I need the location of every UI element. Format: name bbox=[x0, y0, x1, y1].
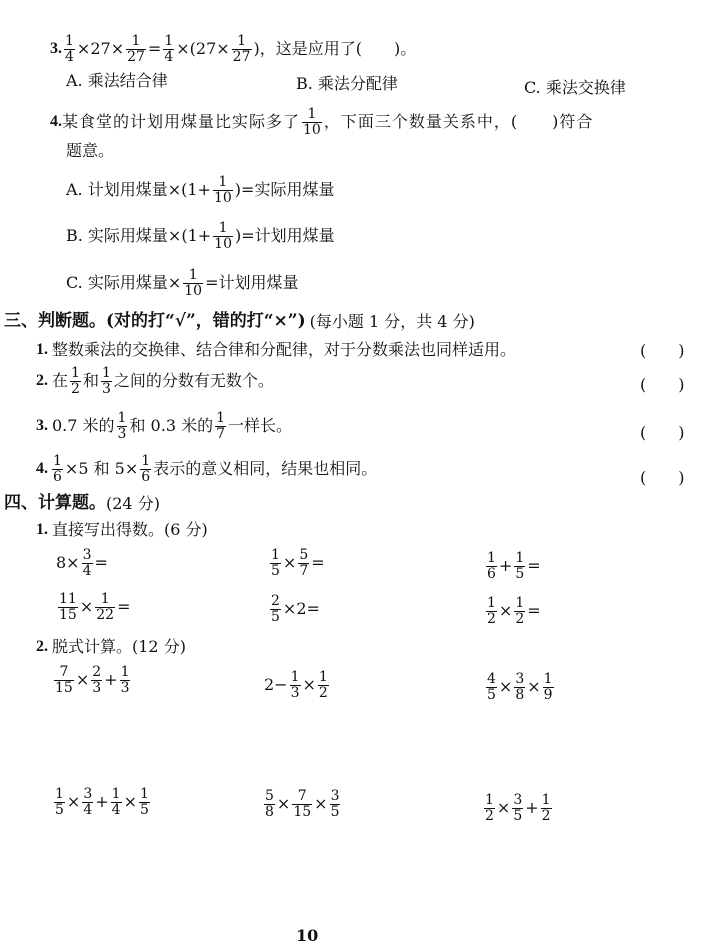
fraction: $\frac{1}{2}$ bbox=[318, 669, 328, 701]
s4-part1-text: 直接写出得数。(6 分) bbox=[52, 520, 208, 539]
fraction: $\frac{1}{10}$ bbox=[213, 174, 232, 206]
fraction: $\frac{1}{3}$ bbox=[101, 365, 111, 397]
s3-q3 bbox=[36, 411, 292, 441]
option-text: =计划用煤量 bbox=[205, 273, 299, 293]
s3-q2 bbox=[36, 366, 274, 396]
s3-q2-number: 2. bbox=[36, 372, 48, 390]
section3-score: (每小题 1 分，共 4 分) bbox=[309, 311, 475, 331]
fraction: $\frac{1}{6}$ bbox=[53, 453, 62, 485]
direct-calc-4[interactable] bbox=[56, 592, 130, 622]
option-text: )=实际用煤量 bbox=[234, 180, 335, 200]
fraction: $\frac{1}{3}$ bbox=[117, 410, 127, 442]
expr-text: × bbox=[75, 670, 90, 690]
section4-score: (24 分) bbox=[106, 493, 160, 513]
q3-option-b[interactable]: B. 乘法分配律 bbox=[296, 74, 398, 93]
q4-text: 某食堂的计划用煤量比实际多了 bbox=[62, 112, 301, 132]
expr-text: × bbox=[302, 675, 316, 695]
expr-text: × bbox=[498, 601, 513, 621]
fraction: $\frac{1}{2}$ bbox=[515, 595, 525, 627]
fraction: $\frac{1}{3}$ bbox=[120, 664, 130, 696]
fraction: $\frac{5}{7}$ bbox=[299, 547, 309, 579]
expr-text: = bbox=[94, 553, 108, 573]
expr-text: = bbox=[527, 556, 541, 576]
s3-q3-text: 一样长。 bbox=[228, 416, 293, 436]
expr-text: × bbox=[282, 553, 297, 573]
fraction: $\frac{1}{9}$ bbox=[543, 671, 553, 703]
expr-text: × bbox=[496, 798, 511, 818]
step-calc-2[interactable] bbox=[264, 670, 331, 700]
expr-text: = bbox=[311, 553, 325, 573]
fraction: $\frac{1}{5}$ bbox=[139, 786, 149, 818]
expr-text: 2− bbox=[264, 675, 288, 695]
fraction: $\frac{7}{15}$ bbox=[55, 664, 73, 696]
expr-text: × bbox=[498, 677, 513, 697]
s3-q1-answer-paren[interactable]: ( ) bbox=[640, 341, 685, 360]
expr-text: × bbox=[314, 794, 328, 814]
direct-calc-5[interactable] bbox=[268, 594, 320, 624]
fraction: $\frac{1}{4}$ bbox=[65, 33, 74, 65]
s4-part2-number: 2. bbox=[36, 638, 48, 655]
fraction: $\frac{1}{22}$ bbox=[96, 591, 115, 623]
option-text: C. 实际用煤量× bbox=[66, 273, 182, 293]
option-text: )=计划用煤量 bbox=[235, 226, 335, 246]
fraction: $\frac{1}{6}$ bbox=[487, 550, 496, 582]
fraction: $\frac{1}{27}$ bbox=[232, 33, 251, 65]
fraction: $\frac{1}{5}$ bbox=[55, 786, 64, 818]
s3-q4-answer-paren[interactable]: ( ) bbox=[640, 468, 685, 487]
fraction: $\frac{1}{5}$ bbox=[515, 550, 525, 582]
expr-text: = bbox=[117, 597, 131, 617]
s3-q4-text: ×5 和 5× bbox=[64, 459, 139, 479]
fraction: $\frac{2}{3}$ bbox=[92, 664, 102, 696]
step-calc-6[interactable] bbox=[482, 793, 554, 823]
expr-text: × bbox=[123, 792, 137, 812]
fraction: $\frac{1}{10}$ bbox=[184, 267, 203, 299]
fraction: $\frac{1}{2}$ bbox=[541, 792, 551, 824]
fraction: $\frac{1}{3}$ bbox=[290, 669, 300, 701]
expr-text: × bbox=[527, 677, 541, 697]
q4-option-c[interactable] bbox=[66, 268, 299, 298]
step-calc-4[interactable] bbox=[52, 787, 152, 817]
fraction: $\frac{5}{8}$ bbox=[265, 788, 274, 820]
page-number: 10 bbox=[296, 926, 319, 945]
fraction: $\frac{3}{4}$ bbox=[83, 786, 93, 818]
fraction: $\frac{1}{5}$ bbox=[271, 547, 280, 579]
expr-text: × bbox=[79, 597, 94, 617]
fraction: $\frac{1}{27}$ bbox=[127, 33, 145, 65]
s4-part2-heading bbox=[36, 639, 186, 655]
s3-q1-text: 整数乘法的交换律、结合律和分配律，对于分数乘法也同样适用。 bbox=[52, 340, 517, 359]
fraction: $\frac{1}{4}$ bbox=[164, 33, 174, 65]
option-text: B. 实际用煤量×(1+ bbox=[66, 226, 212, 246]
expr-text: ×2= bbox=[282, 599, 320, 619]
direct-calc-1[interactable] bbox=[56, 548, 108, 578]
q4-number: 4. bbox=[50, 113, 62, 131]
expr-text: × bbox=[66, 792, 81, 812]
expr-text: + bbox=[525, 798, 539, 818]
expr-text: + bbox=[95, 792, 109, 812]
fraction: $\frac{3}{8}$ bbox=[515, 671, 525, 703]
expr-text: + bbox=[498, 556, 513, 576]
s3-q2-text: 之间的分数有无数个。 bbox=[113, 371, 274, 391]
expr-text: = bbox=[527, 601, 541, 621]
section4-heading bbox=[4, 495, 160, 512]
s3-q3-number: 3. bbox=[36, 417, 48, 435]
s3-q1 bbox=[36, 342, 516, 358]
s3-q4-number: 4. bbox=[36, 460, 48, 478]
section4-title: 四、计算题。 bbox=[4, 493, 106, 513]
fraction: $\frac{4}{5}$ bbox=[487, 671, 496, 703]
s3-q4 bbox=[36, 454, 377, 484]
q4-line bbox=[50, 107, 593, 137]
s3-q3-text: 0.7 米的 bbox=[52, 416, 115, 436]
q4-text-cont: 题意。 bbox=[66, 141, 115, 160]
q3-option-a[interactable]: A. 乘法结合律 bbox=[66, 71, 168, 90]
direct-calc-2[interactable] bbox=[268, 548, 325, 578]
q4-option-a[interactable] bbox=[66, 175, 334, 205]
s4-part1-number: 1. bbox=[36, 521, 48, 538]
fraction: $\frac{1}{4}$ bbox=[111, 786, 121, 818]
fraction: $\frac{1}{2}$ bbox=[485, 792, 494, 824]
s4-part1-heading bbox=[36, 522, 208, 538]
fraction: $\frac{1}{10}$ bbox=[303, 106, 321, 138]
direct-calc-6[interactable] bbox=[484, 596, 541, 626]
section3-heading bbox=[4, 313, 475, 330]
expr-text: × bbox=[276, 794, 291, 814]
s3-q2-text: 和 bbox=[82, 371, 99, 391]
fraction: $\frac{2}{5}$ bbox=[271, 593, 280, 625]
fraction: $\frac{3}{4}$ bbox=[82, 547, 92, 579]
q3-text: ×27× bbox=[76, 39, 125, 59]
fraction: $\frac{1}{10}$ bbox=[214, 220, 232, 252]
fraction: $\frac{1}{7}$ bbox=[216, 410, 226, 442]
fraction: $\frac{1}{2}$ bbox=[71, 365, 80, 397]
q3-option-c[interactable]: C. 乘法交换律 bbox=[524, 78, 626, 97]
fraction: $\frac{3}{5}$ bbox=[330, 788, 340, 820]
q4-text: ，下面三个数量关系中，( )符合 bbox=[323, 112, 594, 132]
step-calc-3[interactable] bbox=[484, 672, 556, 702]
expr-text: 8× bbox=[56, 553, 80, 573]
s3-q1-number: 1. bbox=[36, 341, 48, 358]
q3-text: )，这是应用了( )。 bbox=[253, 39, 417, 59]
q3-text: = bbox=[147, 39, 162, 59]
q4-option-b[interactable] bbox=[66, 221, 335, 251]
s3-q4-text: 表示的意义相同，结果也相同。 bbox=[153, 459, 378, 479]
q3-line bbox=[50, 34, 416, 64]
fraction: $\frac{11}{15}$ bbox=[59, 591, 77, 623]
s3-q3-answer-paren[interactable]: ( ) bbox=[640, 423, 685, 442]
fraction: $\frac{7}{15}$ bbox=[293, 788, 312, 820]
q3-number: 3. bbox=[50, 40, 62, 58]
s3-q2-text: 在 bbox=[52, 371, 69, 391]
direct-calc-3[interactable] bbox=[484, 551, 541, 581]
section3-title: 三、判断题。(对的打“√”，错的打“×”) bbox=[4, 311, 306, 331]
q3-text: ×(27× bbox=[176, 39, 230, 59]
step-calc-1[interactable] bbox=[52, 665, 132, 695]
s3-q2-answer-paren[interactable]: ( ) bbox=[640, 375, 685, 394]
s4-part2-text: 脱式计算。(12 分) bbox=[52, 637, 186, 656]
step-calc-5[interactable] bbox=[262, 789, 342, 819]
fraction: $\frac{1}{2}$ bbox=[487, 595, 496, 627]
fraction: $\frac{3}{5}$ bbox=[513, 792, 523, 824]
expr-text: + bbox=[104, 670, 118, 690]
fraction: $\frac{1}{6}$ bbox=[141, 453, 151, 485]
option-text: A. 计划用煤量×(1+ bbox=[66, 180, 211, 200]
s3-q3-text: 和 0.3 米的 bbox=[129, 416, 214, 436]
